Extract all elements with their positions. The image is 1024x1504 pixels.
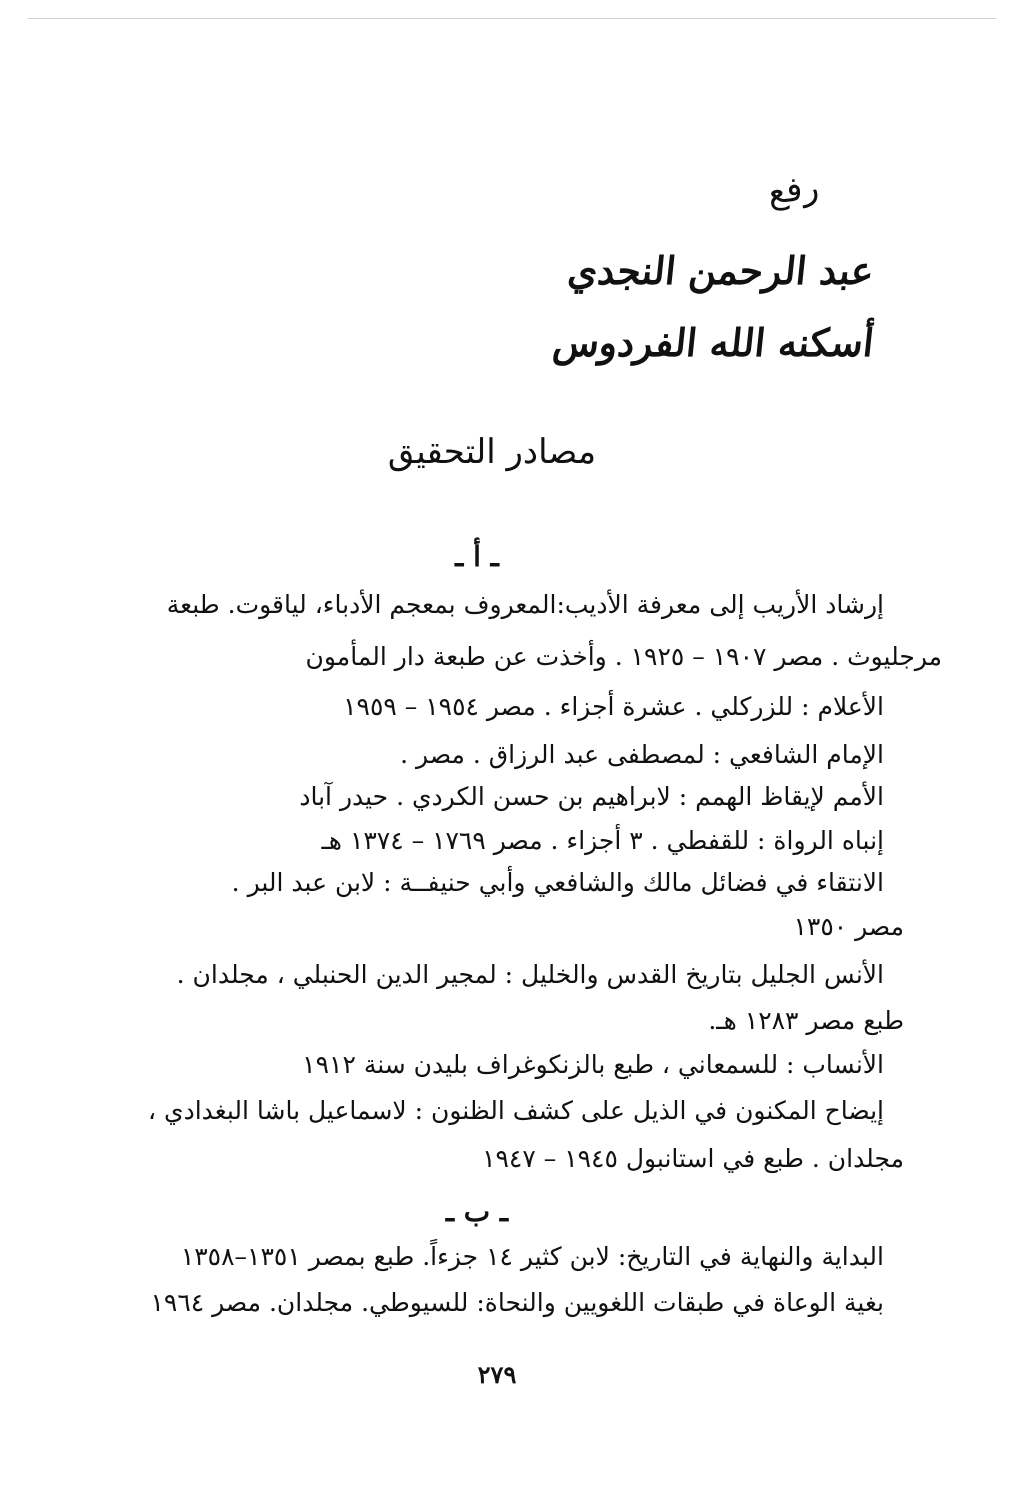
section-heading-alif: ـ أ ـ [455, 540, 499, 573]
bib-entry-line: بغية الوعاة في طبقات اللغويين والنحاة: للسيوطي. مجلدان. مصر ١٩٦٤ [150, 1288, 884, 1317]
bib-entry-line: الأنساب : للسمعاني ، طبع بالزنكوغراف بليدن سنة ١٩١٢ [302, 1050, 884, 1079]
bib-entry-line: مصر ١٣٥٠ [793, 912, 904, 941]
bib-entry-line: إنباه الرواة : للقفطي . ٣ أجزاء . مصر ١٧٦٩ – ١٣٧٤ هـ [321, 826, 884, 855]
page-number: ٢٧٩ [477, 1360, 517, 1389]
bib-entry-line: البداية والنهاية في التاريخ: لابن كثير ١٤ جزءاً. طبع بمصر ١٣٥١–١٣٥٨ [180, 1242, 884, 1271]
bib-entry-line: مجلدان . طبع في استانبول ١٩٤٥ – ١٩٤٧ [482, 1144, 904, 1173]
bib-entry-line: مرجليوث . مصر ١٩٠٧ – ١٩٢٥ . وأخذت عن طبعة دار المأمون [305, 642, 942, 671]
bib-entry-line: الانتقاء في فضائل مالك والشافعي وأبي حنيفــة : لابن عبد البر . [231, 868, 884, 897]
bib-entry-line: إرشاد الأريب إلى معرفة الأديب:المعروف بمعجم الأدباء، لياقوت. طبعة [166, 590, 884, 619]
stamp-line-1: رفع [766, 167, 821, 213]
bib-entry-line: الأنس الجليل بتاريخ القدس والخليل : لمجير الدين الحنبلي ، مجلدان . [176, 960, 884, 989]
bib-entry-line: الأمم لإيقاظ الهمم : لابراهيم بن حسن الكردي . حيدر آباد [299, 782, 884, 811]
page-title: مصادر التحقيق [387, 432, 597, 472]
stamp-line-3: أسكنه الله الفردوس [550, 320, 877, 365]
bib-entry-line: إيضاح المكنون في الذيل على كشف الظنون : لاسماعيل باشا البغدادي ، [148, 1096, 884, 1125]
calligraphy-stamp [550, 167, 877, 400]
bib-entry-line: الأعلام : للزركلي . عشرة أجزاء . مصر ١٩٥٤ – ١٩٥٩ [343, 692, 884, 721]
bib-entry-line: الإمام الشافعي : لمصطفى عبد الرزاق . مصر . [400, 740, 884, 769]
stamp-line-2: عبد الرحمن النجدي [565, 248, 877, 293]
top-rule [28, 18, 996, 19]
bib-entry-line: طبع مصر ١٢٨٣ هـ. [708, 1006, 904, 1035]
section-heading-ba: ـ ب ـ [445, 1195, 509, 1228]
